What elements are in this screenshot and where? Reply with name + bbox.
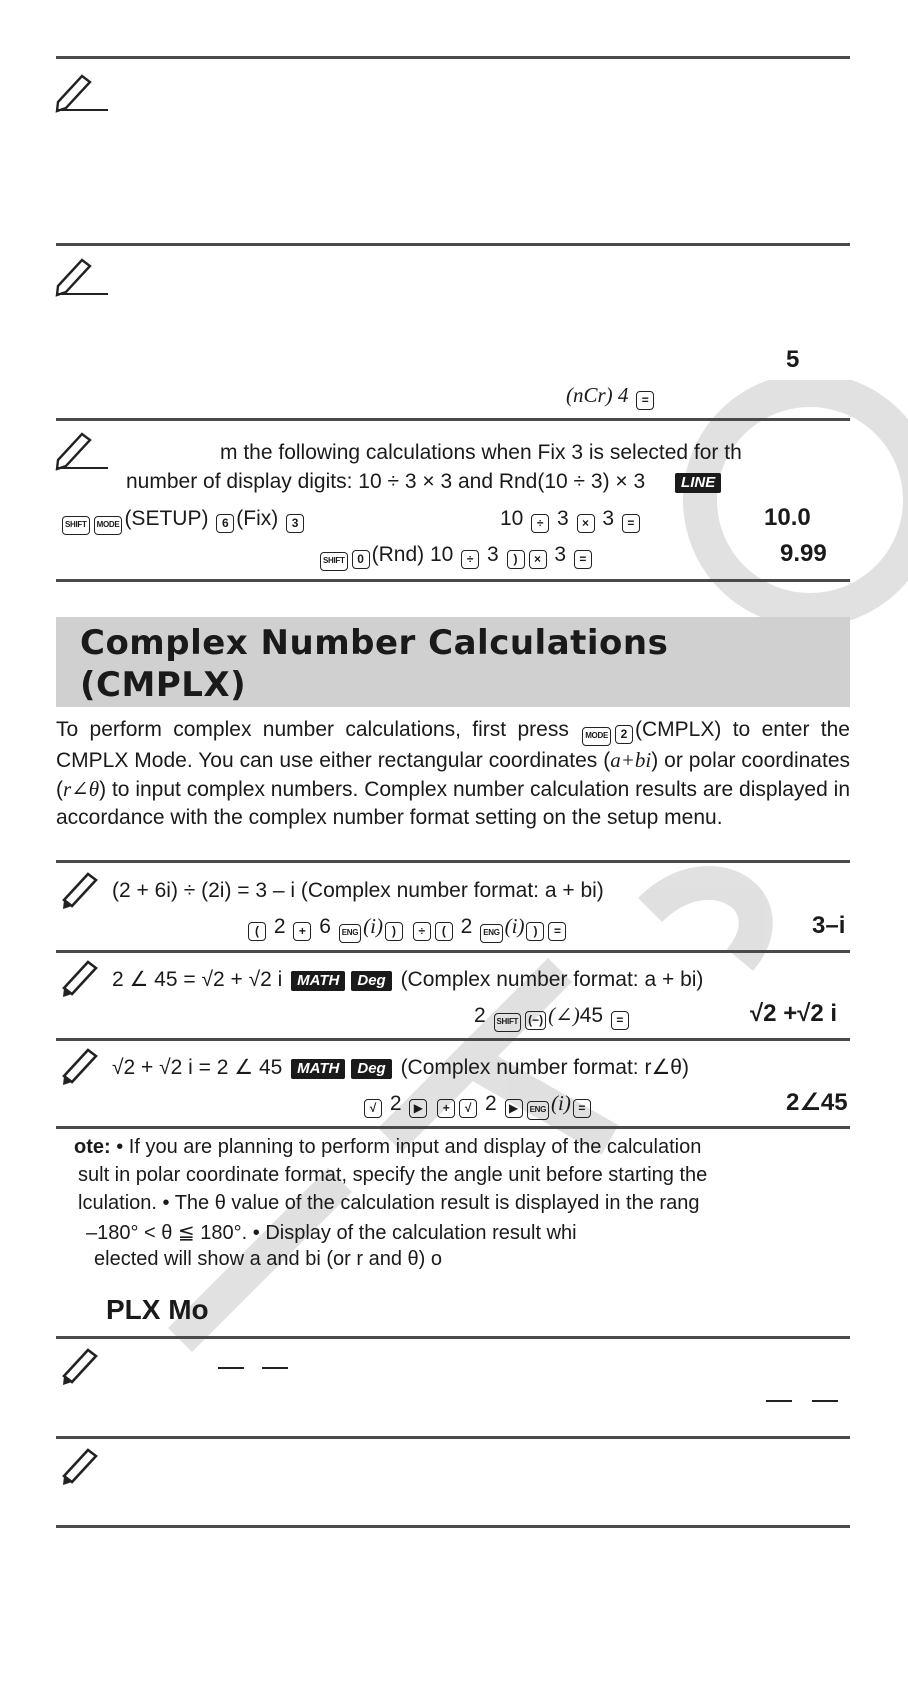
three-key-icon: 3 bbox=[286, 514, 304, 533]
note-line-1 bbox=[74, 1136, 701, 1159]
fraction-bar-3 bbox=[766, 1400, 792, 1402]
subsection-title: PLX Mo bbox=[106, 1294, 209, 1325]
deg-badge: Deg bbox=[351, 971, 391, 991]
sqrt-key-icon: √ bbox=[364, 1099, 382, 1118]
right-arrow-key-icon: ▶ bbox=[505, 1099, 523, 1118]
negative-key-icon: (−) bbox=[525, 1011, 546, 1030]
mode-key-icon: MODE bbox=[94, 516, 123, 535]
polar-coord: r∠θ bbox=[63, 777, 100, 801]
intro-part-1: To perform complex number calculations, first press bbox=[56, 718, 569, 741]
section-title-line-2: (CMPLX) bbox=[80, 665, 247, 705]
rect-coord: a+bi bbox=[610, 748, 652, 772]
paren-key-icon: ) bbox=[526, 922, 544, 941]
complex-example-1-result: 3–i bbox=[812, 912, 846, 939]
complex-example-3-keys: √ 2 ▶ + √ 2 ▶ ENG (i) = bbox=[362, 1091, 593, 1120]
math-badge: MATH bbox=[291, 1059, 345, 1079]
eng-key-icon: ENG bbox=[339, 924, 361, 943]
pencil-icon bbox=[60, 1046, 116, 1088]
deg-badge: Deg bbox=[351, 1059, 391, 1079]
example-3-keys-2: SHIFT 0 (Rnd) 10 ÷ 3 ) × 3 = bbox=[318, 543, 594, 571]
plus-key-icon: + bbox=[293, 922, 311, 941]
rule-10 bbox=[56, 1436, 850, 1439]
example-3-result-1: 10.0 bbox=[764, 504, 811, 531]
complex-example-2-line bbox=[112, 967, 703, 992]
rule-2 bbox=[56, 243, 850, 246]
intro-part-3: ) or polar coordinates ( bbox=[56, 749, 851, 801]
complex-example-3-line bbox=[112, 1055, 689, 1080]
complex-example-3-format: (Complex number format: r∠θ) bbox=[400, 1056, 689, 1079]
pencil-icon bbox=[60, 870, 116, 912]
complex-example-3-expr: √2 + √2 i = 2 ∠ 45 bbox=[112, 1056, 283, 1079]
example-3-intro: m the following calculations when Fix 3 is selected for th bbox=[220, 441, 742, 464]
times-key-icon: × bbox=[577, 514, 595, 533]
rule-6 bbox=[56, 950, 850, 953]
equals-key-icon: = bbox=[622, 514, 640, 533]
fix-label: (Fix) bbox=[236, 507, 279, 530]
pencil-icon bbox=[54, 256, 110, 298]
fraction-bar-1 bbox=[218, 1367, 244, 1369]
complex-example-3-result: 2∠45 bbox=[786, 1089, 848, 1116]
note-line-4: –180° < θ ≦ 180°. • Display of the calculation result whi bbox=[86, 1222, 577, 1244]
shift-key-icon: SHIFT bbox=[494, 1013, 522, 1032]
equals-key-icon: = bbox=[636, 391, 654, 410]
paren-key-icon: ( bbox=[435, 922, 453, 941]
note-line-3: lculation. • The θ value of the calculation result is displayed in the rang bbox=[78, 1192, 700, 1214]
times-key-icon: × bbox=[529, 550, 547, 569]
example-3-line2 bbox=[126, 470, 724, 494]
rule-7 bbox=[56, 1038, 850, 1041]
complex-example-2-expr: 2 ∠ 45 = √2 + √2 i bbox=[112, 968, 283, 991]
rule-3 bbox=[56, 418, 850, 421]
complex-example-1-expr: (2 + 6i) ÷ (2i) = 3 – i (Complex number format: a + bi) bbox=[112, 879, 604, 902]
math-badge: MATH bbox=[291, 971, 345, 991]
rule-9 bbox=[56, 1336, 850, 1339]
eng-key-icon: ENG bbox=[527, 1101, 549, 1120]
rule-4 bbox=[56, 579, 850, 582]
example-3-result-2: 9.99 bbox=[780, 540, 827, 567]
rule-1 bbox=[56, 56, 850, 59]
paren-key-icon: ) bbox=[385, 922, 403, 941]
section-intro bbox=[56, 716, 850, 832]
section-title-line-1: Complex Number Calculations bbox=[80, 623, 669, 663]
rule-11 bbox=[56, 1525, 850, 1528]
two-key-icon: 2 bbox=[615, 725, 633, 744]
fraction-bar-2 bbox=[262, 1367, 288, 1369]
note-text-1: • If you are planning to perform input and display of the calculation bbox=[116, 1136, 702, 1158]
rule-5 bbox=[56, 860, 850, 863]
section-title bbox=[80, 622, 668, 706]
note-label: ote: bbox=[74, 1136, 111, 1158]
zero-key-icon: 0 bbox=[352, 550, 370, 569]
complex-example-2-format: (Complex number format: a + bi) bbox=[400, 968, 704, 991]
equals-key-icon: = bbox=[574, 550, 592, 569]
fraction-bar-4 bbox=[812, 1400, 838, 1402]
right-arrow-key-icon: ▶ bbox=[409, 1099, 427, 1118]
equals-key-icon: = bbox=[548, 922, 566, 941]
pencil-icon bbox=[54, 430, 110, 472]
divide-key-icon: ÷ bbox=[461, 550, 479, 569]
paren-key-icon: ( bbox=[248, 922, 266, 941]
sqrt-key-icon: √ bbox=[459, 1099, 477, 1118]
note-line-5: elected will show a and bi (or r and θ) o bbox=[94, 1248, 442, 1270]
pencil-icon bbox=[60, 1446, 116, 1488]
ncr-label: (nCr) 4 bbox=[566, 383, 629, 407]
example-3-text: number of display digits: 10 ÷ 3 × 3 and Rnd(10 ÷ 3) × 3 bbox=[126, 470, 646, 493]
six-key-icon: 6 bbox=[216, 514, 234, 533]
example-3-keys-1: 10 ÷ 3 × 3 = bbox=[500, 507, 642, 533]
complex-example-1-keys: ( 2 + 6 ENG (i) ) ÷ ( 2 ENG (i) ) = bbox=[246, 914, 568, 943]
example-2-result: 5 bbox=[786, 346, 800, 373]
eng-key-icon: ENG bbox=[480, 924, 502, 943]
divide-key-icon: ÷ bbox=[413, 922, 431, 941]
intro-part-2: (CMPLX) to enter the CMPLX Mode. You can use either rectangular coordinates ( bbox=[56, 718, 850, 772]
divide-key-icon: ÷ bbox=[531, 514, 549, 533]
pencil-icon bbox=[54, 72, 110, 114]
rnd-label: (Rnd) 10 bbox=[371, 543, 454, 566]
equals-key-icon: = bbox=[611, 1011, 629, 1030]
mode-key-icon: MODE bbox=[582, 727, 611, 746]
paren-key-icon: ) bbox=[507, 550, 525, 569]
pencil-icon bbox=[60, 1346, 116, 1388]
rule-8 bbox=[56, 1126, 850, 1129]
shift-key-icon: SHIFT bbox=[62, 516, 90, 535]
example-3-setup-keys bbox=[60, 507, 306, 535]
equals-key-icon: = bbox=[573, 1099, 591, 1118]
complex-example-2-keys: 2 SHIFT (−) (∠)45 = bbox=[474, 1003, 631, 1032]
pencil-icon bbox=[60, 958, 116, 1000]
line-badge: LINE bbox=[675, 473, 721, 493]
intro-part-4: ) to input complex numbers. Complex number calculation results are displayed in accordance with the complex number format setting on the setup menu. bbox=[56, 778, 850, 829]
shift-key-icon: SHIFT bbox=[320, 552, 348, 571]
setup-label: (SETUP) bbox=[124, 507, 209, 530]
plus-key-icon: + bbox=[437, 1099, 455, 1118]
note-line-2: sult in polar coordinate format, specify the angle unit before starting the bbox=[78, 1164, 708, 1186]
example-2-keys bbox=[566, 383, 656, 410]
complex-example-2-result: √2 +√2 i bbox=[750, 1000, 838, 1027]
